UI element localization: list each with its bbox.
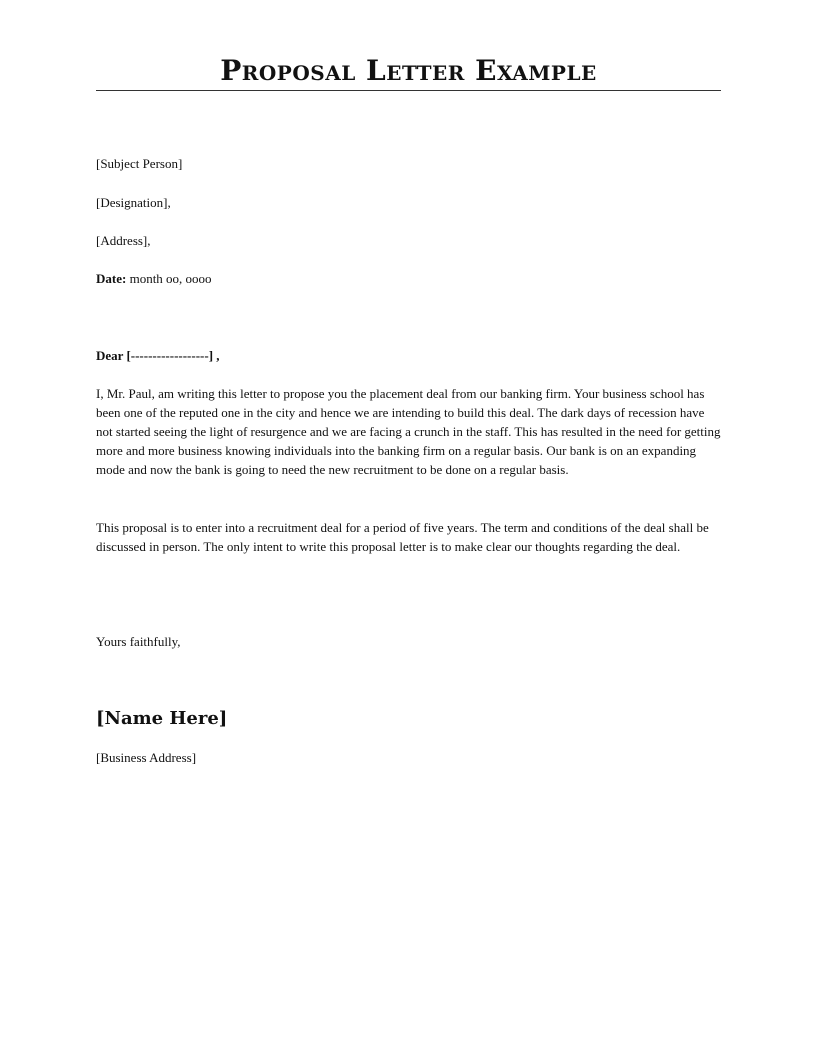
recipient-designation: [Designation], xyxy=(96,195,171,210)
business-address: [Business Address] xyxy=(96,750,197,765)
recipient-subject-person: [Subject Person] xyxy=(96,156,183,171)
title-divider xyxy=(96,90,721,91)
body-paragraph-1: I, Mr. Paul, am writing this letter to propose you the placement deal from our banking firm. Your business school has been one of the reputed one in the city and hence we are intending to build this deal. The dark days of recession have not started seeing the light of resurgence and we are facing a crunch in the staff. This has resulted in the need for getting more and more business knowing individuals into the banking firm on a regular basis. Our bank is on an expanding mode and now the bank is going to need the new recruitment to be done on a regular basis. xyxy=(96,386,721,477)
body-paragraph-2: This proposal is to enter into a recruitment deal for a period of five years. The term and conditions of the deal shall be discussed in person. The only intent to write this proposal letter is to make clear our thoughts regarding the deal. xyxy=(96,520,709,554)
date-label: Date: xyxy=(96,271,127,286)
salutation: Dear [------------------] , xyxy=(96,348,220,363)
recipient-address: [Address], xyxy=(96,233,151,248)
date-value: month oo, oooo xyxy=(129,271,212,286)
signature-name: [Name Here] xyxy=(96,708,228,729)
date-line xyxy=(96,269,212,288)
page-title: Proposal Letter Example xyxy=(220,54,597,87)
closing: Yours faithfully, xyxy=(96,634,181,649)
